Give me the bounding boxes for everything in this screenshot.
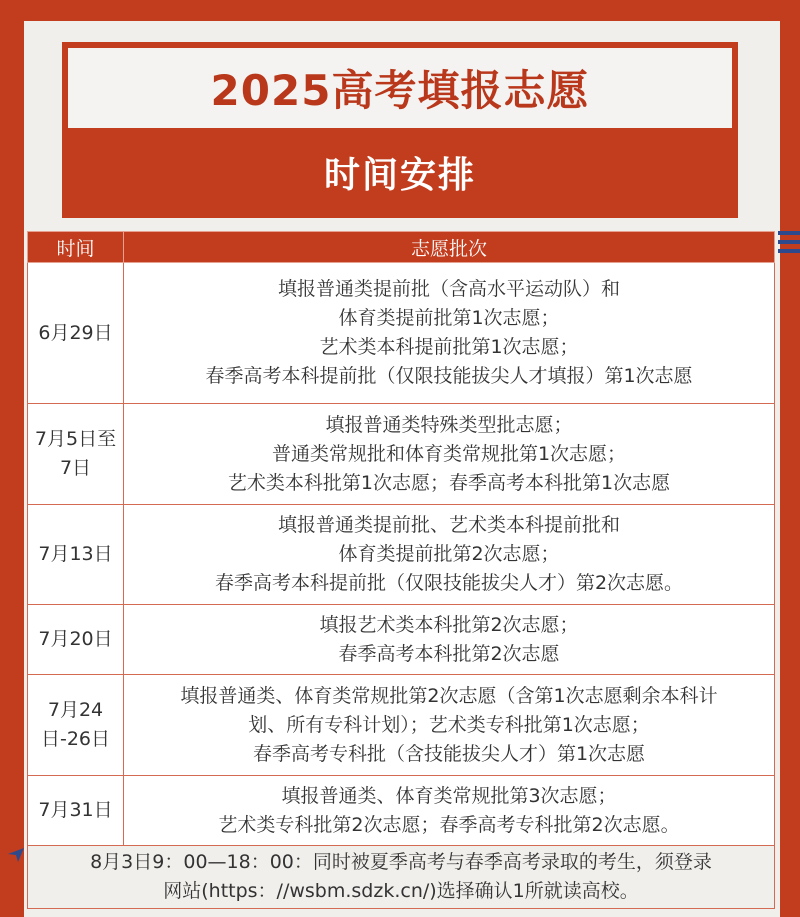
batch-line: 春季高考专科批（含技能拔尖人才）第1次志愿 — [252, 742, 646, 765]
table-row — [28, 404, 775, 505]
batch-line: 填报普通类提前批、艺术类本科提前批和 — [277, 514, 620, 536]
batch-line: 艺术类专科批第2次志愿；春季高考专科批第2次志愿。 — [218, 813, 680, 836]
time-text: 6月29日 — [38, 321, 113, 344]
batch-line: 春季高考本科批第2次志愿 — [338, 642, 560, 665]
table-header-row — [28, 232, 775, 263]
batch-line: 填报普通类、体育类常规批第2次志愿（含第1次志愿剩余本科计 — [180, 684, 718, 707]
batch-line: 填报普通类特殊类型批志愿； — [325, 413, 573, 436]
menu-icon[interactable] — [776, 229, 800, 255]
table-row — [28, 675, 775, 776]
arrow-icon — [6, 844, 26, 864]
batch-cell — [124, 404, 775, 505]
time-text: 7日 — [59, 457, 92, 479]
time-text: 7月24 — [47, 699, 104, 721]
time-text: 日-26日 — [40, 728, 111, 750]
time-cell — [28, 404, 124, 505]
table-row — [28, 505, 775, 605]
batch-line: 艺术类本科提前批第1次志愿； — [319, 336, 579, 358]
time-cell — [28, 505, 124, 605]
batch-cell — [124, 505, 775, 605]
table-row — [28, 776, 775, 846]
batch-line: 普通类常规批和体育类常规批第1次志愿； — [271, 442, 627, 465]
batch-cell — [124, 776, 775, 846]
batch-line: 划、所有专科计划）；艺术类专科批第1次志愿； — [248, 713, 650, 736]
batch-line: 体育类提前批第2次志愿； — [338, 543, 560, 565]
table-row — [28, 263, 775, 404]
batch-line: 填报普通类、体育类常规批第3次志愿； — [281, 784, 617, 807]
batch-line: 填报艺术类本科批第2次志愿； — [319, 613, 579, 636]
time-cell — [28, 776, 124, 846]
time-text: 7月13日 — [38, 543, 113, 565]
time-cell — [28, 263, 124, 404]
batch-line: 填报普通类提前批（含高水平运动队）和 — [277, 278, 620, 300]
table-note-row — [28, 846, 775, 909]
batch-cell — [124, 675, 775, 776]
batch-cell — [124, 263, 775, 404]
batch-cell — [124, 605, 775, 675]
page-title: 2025高考填报志愿 — [210, 66, 590, 115]
time-text: 7月5日至 — [34, 428, 117, 450]
column-header-time: 时间 — [28, 232, 124, 263]
note-cell — [28, 846, 775, 909]
column-header-batch: 志愿批次 — [124, 232, 775, 263]
batch-line: 春季高考本科提前批（仅限技能拔尖人才填报）第1次志愿 — [205, 365, 693, 387]
time-text: 7月31日 — [38, 799, 113, 821]
title-box — [68, 48, 732, 128]
title-banner — [62, 42, 738, 218]
time-cell — [28, 675, 124, 776]
note-line: 8月3日9：00—18：00：同时被夏季高考与春季高考录取的考生，须登录 — [90, 851, 712, 873]
schedule-table — [27, 231, 775, 909]
batch-line: 春季高考本科提前批（仅限技能拔尖人才）第2次志愿。 — [214, 572, 684, 594]
page-subtitle: 时间安排 — [323, 154, 476, 196]
time-text: 7月20日 — [38, 628, 113, 650]
note-line: 网站(https：//wsbm.sdzk.cn/)选择确认1所就读高校。 — [163, 880, 639, 902]
batch-line: 体育类提前批第1次志愿； — [338, 307, 560, 329]
time-cell — [28, 605, 124, 675]
table-row — [28, 605, 775, 675]
batch-line: 艺术类本科批第1次志愿；春季高考本科批第1次志愿 — [227, 471, 671, 494]
